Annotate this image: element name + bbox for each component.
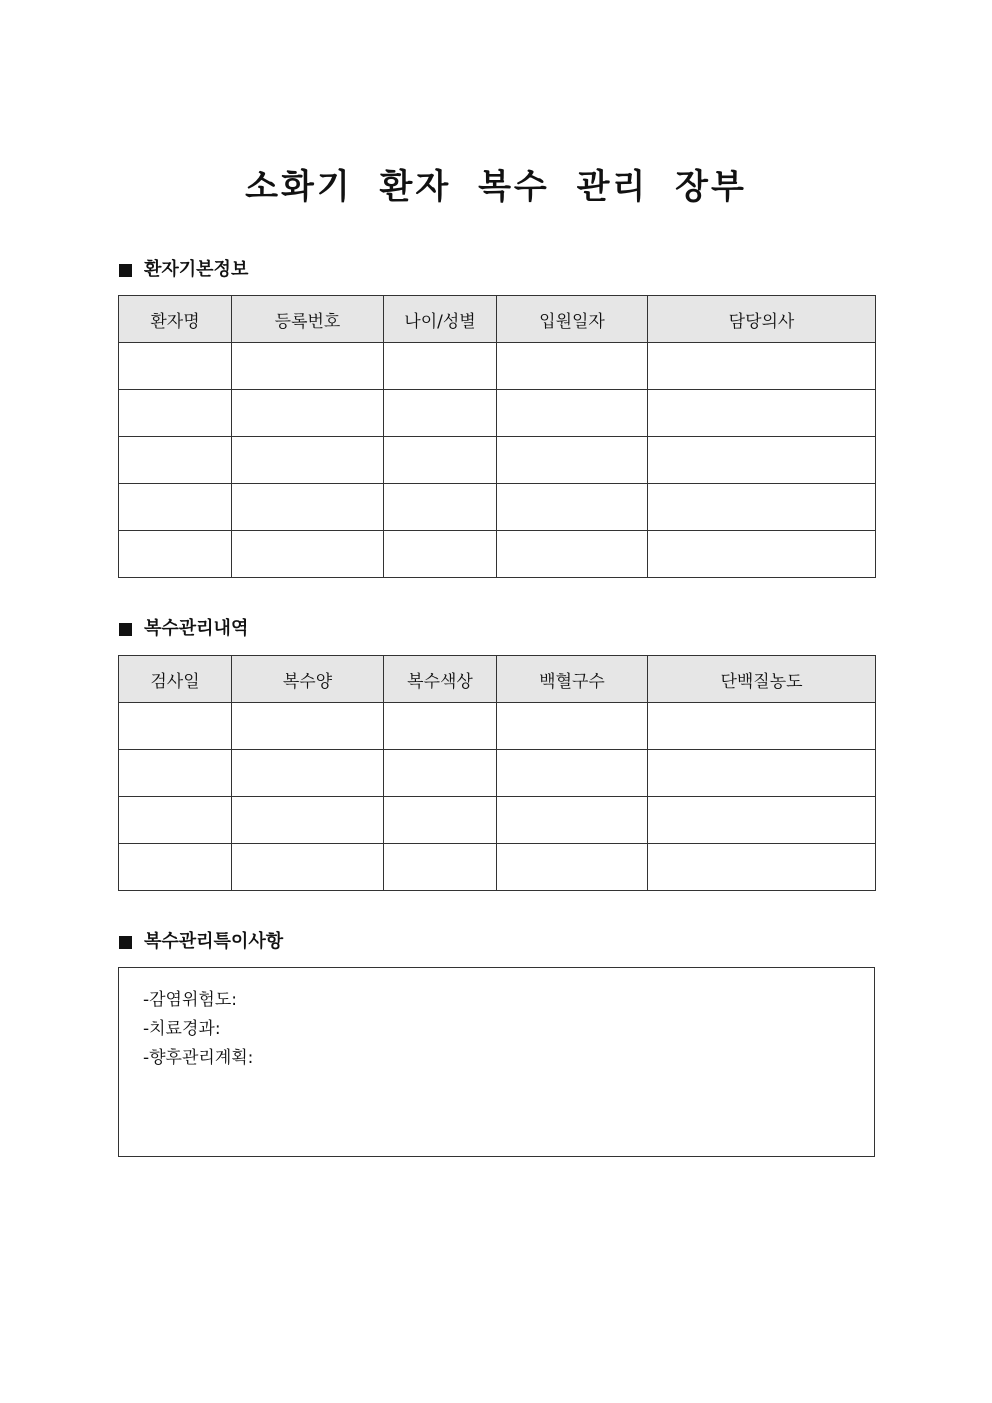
table-row (119, 343, 876, 390)
table-cell[interactable] (648, 484, 876, 531)
table-cell[interactable] (497, 343, 648, 390)
table-cell[interactable] (384, 484, 497, 531)
section-heading-label: 복수관리특이사항 (144, 931, 284, 952)
table-row (119, 531, 876, 578)
table-cell[interactable] (119, 750, 232, 797)
table-header-row (119, 656, 876, 703)
table-cell[interactable] (648, 531, 876, 578)
table-cell[interactable] (232, 797, 384, 844)
notes-box[interactable] (118, 967, 875, 1157)
table-cell[interactable] (648, 844, 876, 891)
column-header-admission-date: 입원일자 (497, 296, 648, 343)
table-cell[interactable] (497, 484, 648, 531)
table-cell[interactable] (119, 703, 232, 750)
table-cell[interactable] (119, 343, 232, 390)
column-header-registration-number: 등록번호 (232, 296, 384, 343)
table-row (119, 390, 876, 437)
column-header-ascites-color: 복수색상 (384, 656, 497, 703)
note-future-plan: -향후관리계획: (143, 1048, 254, 1068)
patient-info-table (118, 295, 876, 578)
table-cell[interactable] (119, 797, 232, 844)
note-infection-risk: -감염위험도: (143, 990, 237, 1010)
table-cell[interactable] (384, 437, 497, 484)
table-row (119, 484, 876, 531)
table-cell[interactable] (232, 703, 384, 750)
square-bullet-icon (119, 936, 132, 949)
table-cell[interactable] (384, 531, 497, 578)
table-cell[interactable] (384, 797, 497, 844)
table-cell[interactable] (497, 437, 648, 484)
section-heading-ascites-records (119, 617, 248, 641)
column-header-attending-doctor: 담당의사 (648, 296, 876, 343)
table-cell[interactable] (384, 703, 497, 750)
column-header-patient-name: 환자명 (119, 296, 232, 343)
square-bullet-icon (119, 623, 132, 636)
table-cell[interactable] (232, 484, 384, 531)
table-cell[interactable] (232, 750, 384, 797)
table-cell[interactable] (648, 343, 876, 390)
table-cell[interactable] (497, 750, 648, 797)
table-cell[interactable] (497, 531, 648, 578)
table-cell[interactable] (119, 844, 232, 891)
table-cell[interactable] (232, 390, 384, 437)
table-cell[interactable] (119, 484, 232, 531)
section-heading-label: 복수관리내역 (144, 618, 249, 639)
table-cell[interactable] (648, 797, 876, 844)
section-heading-patient-info (119, 258, 248, 282)
table-cell[interactable] (497, 390, 648, 437)
table-cell[interactable] (119, 390, 232, 437)
table-row (119, 703, 876, 750)
column-header-age-sex: 나이/성별 (384, 296, 497, 343)
table-cell[interactable] (384, 390, 497, 437)
table-cell[interactable] (648, 703, 876, 750)
page-title: 소화기 환자 복수 관리 장부 (245, 167, 747, 207)
table-cell[interactable] (497, 844, 648, 891)
table-cell[interactable] (232, 531, 384, 578)
table-cell[interactable] (648, 390, 876, 437)
table-row (119, 797, 876, 844)
column-header-protein-concentration: 단백질농도 (648, 656, 876, 703)
table-cell[interactable] (648, 750, 876, 797)
column-header-wbc-count: 백혈구수 (497, 656, 648, 703)
column-header-exam-date: 검사일 (119, 656, 232, 703)
table-cell[interactable] (119, 531, 232, 578)
table-cell[interactable] (497, 797, 648, 844)
section-heading-label: 환자기본정보 (144, 259, 249, 280)
table-row (119, 750, 876, 797)
table-cell[interactable] (232, 844, 384, 891)
ascites-records-table (118, 655, 876, 891)
table-cell[interactable] (384, 343, 497, 390)
table-cell[interactable] (384, 750, 497, 797)
table-cell[interactable] (119, 437, 232, 484)
table-header-row (119, 296, 876, 343)
column-header-ascites-volume: 복수양 (232, 656, 384, 703)
table-row (119, 844, 876, 891)
table-cell[interactable] (232, 343, 384, 390)
table-cell[interactable] (232, 437, 384, 484)
table-cell[interactable] (497, 703, 648, 750)
square-bullet-icon (119, 264, 132, 277)
section-heading-notes (119, 930, 283, 954)
table-cell[interactable] (384, 844, 497, 891)
table-row (119, 437, 876, 484)
table-cell[interactable] (648, 437, 876, 484)
note-treatment-progress: -치료경과: (143, 1019, 221, 1039)
